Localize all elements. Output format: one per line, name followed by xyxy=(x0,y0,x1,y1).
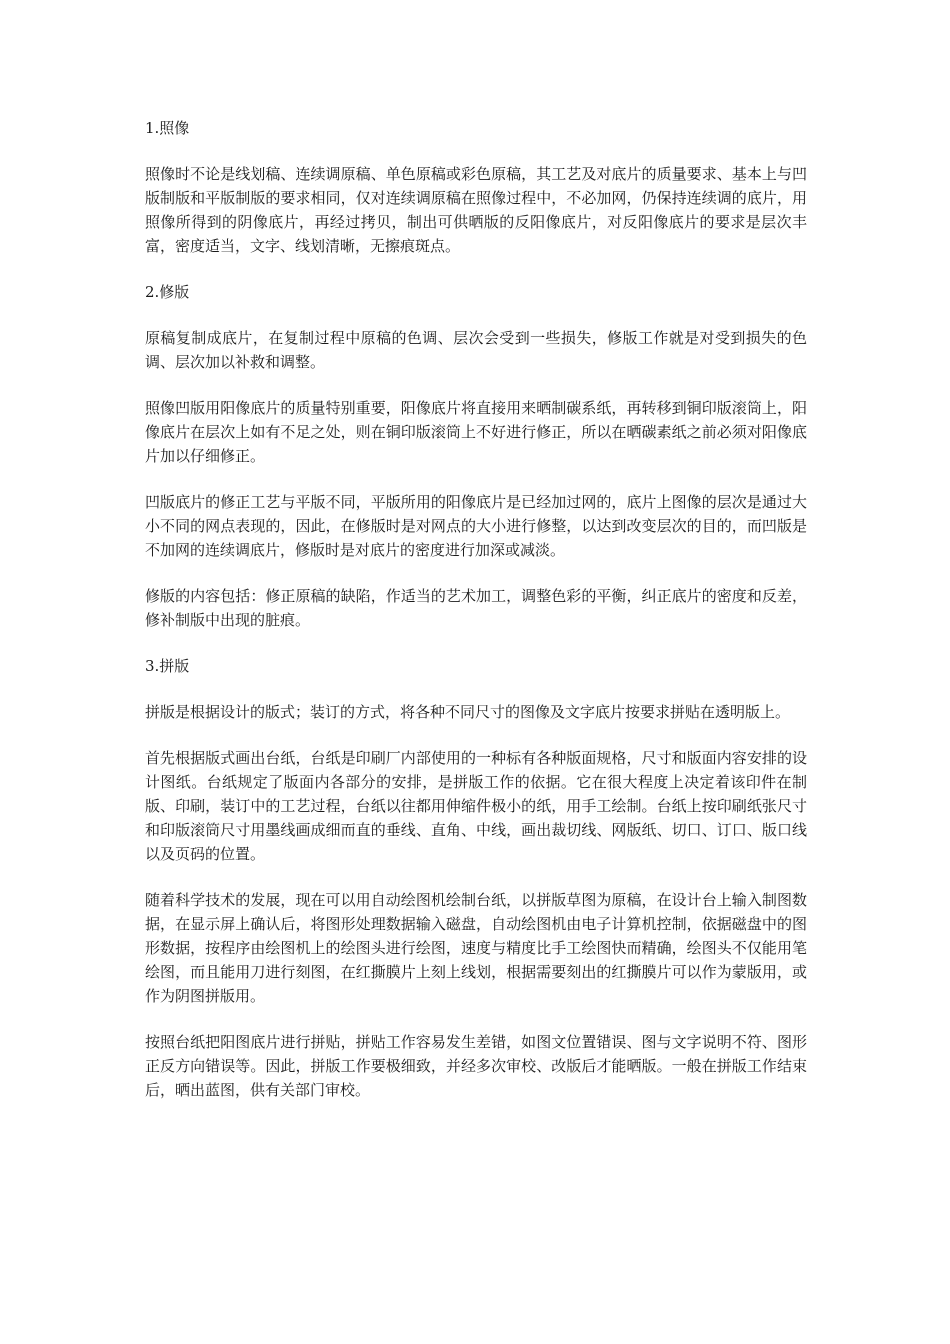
paragraph-retouching-content: 修版的内容包括：修正原稿的缺陷，作适当的艺术加工，调整色彩的平衡，纠正底片的密度和反差，修补制版中出现的脏痕。 xyxy=(145,587,807,629)
section-heading-photography: 1.照像 xyxy=(145,119,190,137)
paragraph-retouching-difference: 凹版底片的修正工艺与平版不同，平版所用的阳像底片是已经加过网的，底片上图像的层次是通过大小不同的网点表现的，因此，在修版时是对网点的大小进行修整，以达到改变层次的目的，而凹版是不加网的连续调底片，修版时是对底片的密度进行加深或减淡。 xyxy=(145,493,807,559)
paragraph-photography: 照像时不论是线划稿、连续调原稿、单色原稿或彩色原稿，其工艺及对底片的质量要求、基本上与凹版制版和平版制版的要求相同，仅对连续调原稿在照像过程中，不必加网，仍保持连续调的底片，用照像所得到的阴像底片，再经过拷贝，制出可供晒版的反阳像底片，对反阳像底片的要求是层次丰富，密度适当，文字、线划清晰，无擦痕斑点。 xyxy=(145,165,807,255)
document-body xyxy=(145,116,807,1124)
paragraph-retouching-gravure: 照像凹版用阳像底片的质量特别重要，阳像底片将直接用来晒制碳系纸，再转移到铜印版滚筒上，阳像底片在层次上如有不足之处，则在铜印版滚筒上不好进行修正，所以在晒碳素纸之前必须对阳像底片加以仔细修正。 xyxy=(145,399,807,465)
section-heading-retouching: 2.修版 xyxy=(145,283,190,301)
paragraph-imposition-layout-sheet: 首先根据版式画出台纸，台纸是印刷厂内部使用的一种标有各种版面规格，尺寸和版面内容安排的设计图纸。台纸规定了版面内各部分的安排，是拼版工作的依据。它在很大程度上决定着该印件在制版、印刷，装订中的工艺过程，台纸以往都用伸缩件极小的纸，用手工绘制。台纸上按印刷纸张尺寸和印版滚筒尺寸用墨线画成细而直的垂线、直角、中线，画出裁切线、网版纸、切口、订口、版口线以及页码的位置。 xyxy=(145,749,807,863)
section-heading-imposition: 3.拼版 xyxy=(145,657,190,675)
paragraph-retouching-intro: 原稿复制成底片，在复制过程中原稿的色调、层次会受到一些损失，修版工作就是对受到损失的色调、层次加以补救和调整。 xyxy=(145,329,807,371)
paragraph-imposition-definition: 拼版是根据设计的版式；装订的方式，将各种不同尺寸的图像及文字底片按要求拼贴在透明版上。 xyxy=(145,703,791,721)
paragraph-imposition-plotter: 随着科学技术的发展，现在可以用自动绘图机绘制台纸，以拼版草图为原稿，在设计台上输入制图数据，在显示屏上确认后，将图形处理数据输入磁盘，自动绘图机由电子计算机控制，依据磁盘中的图形数据，按程序由绘图机上的绘图头进行绘图，速度与精度比手工绘图快而精确，绘图头不仅能用笔绘图，而且能用刀进行刻图，在红撕膜片上刻上线划，根据需要刻出的红撕膜片可以作为蒙版用，或作为阴图拼版用。 xyxy=(145,891,807,1005)
paragraph-imposition-assembly: 按照台纸把阳图底片进行拼贴，拼贴工作容易发生差错，如图文位置错误、图与文字说明不符、图形正反方向错误等。因此，拼版工作要极细致，并经多次审校、改版后才能晒版。一般在拼版工作结束后，晒出蓝图，供有关部门审校。 xyxy=(145,1033,807,1099)
